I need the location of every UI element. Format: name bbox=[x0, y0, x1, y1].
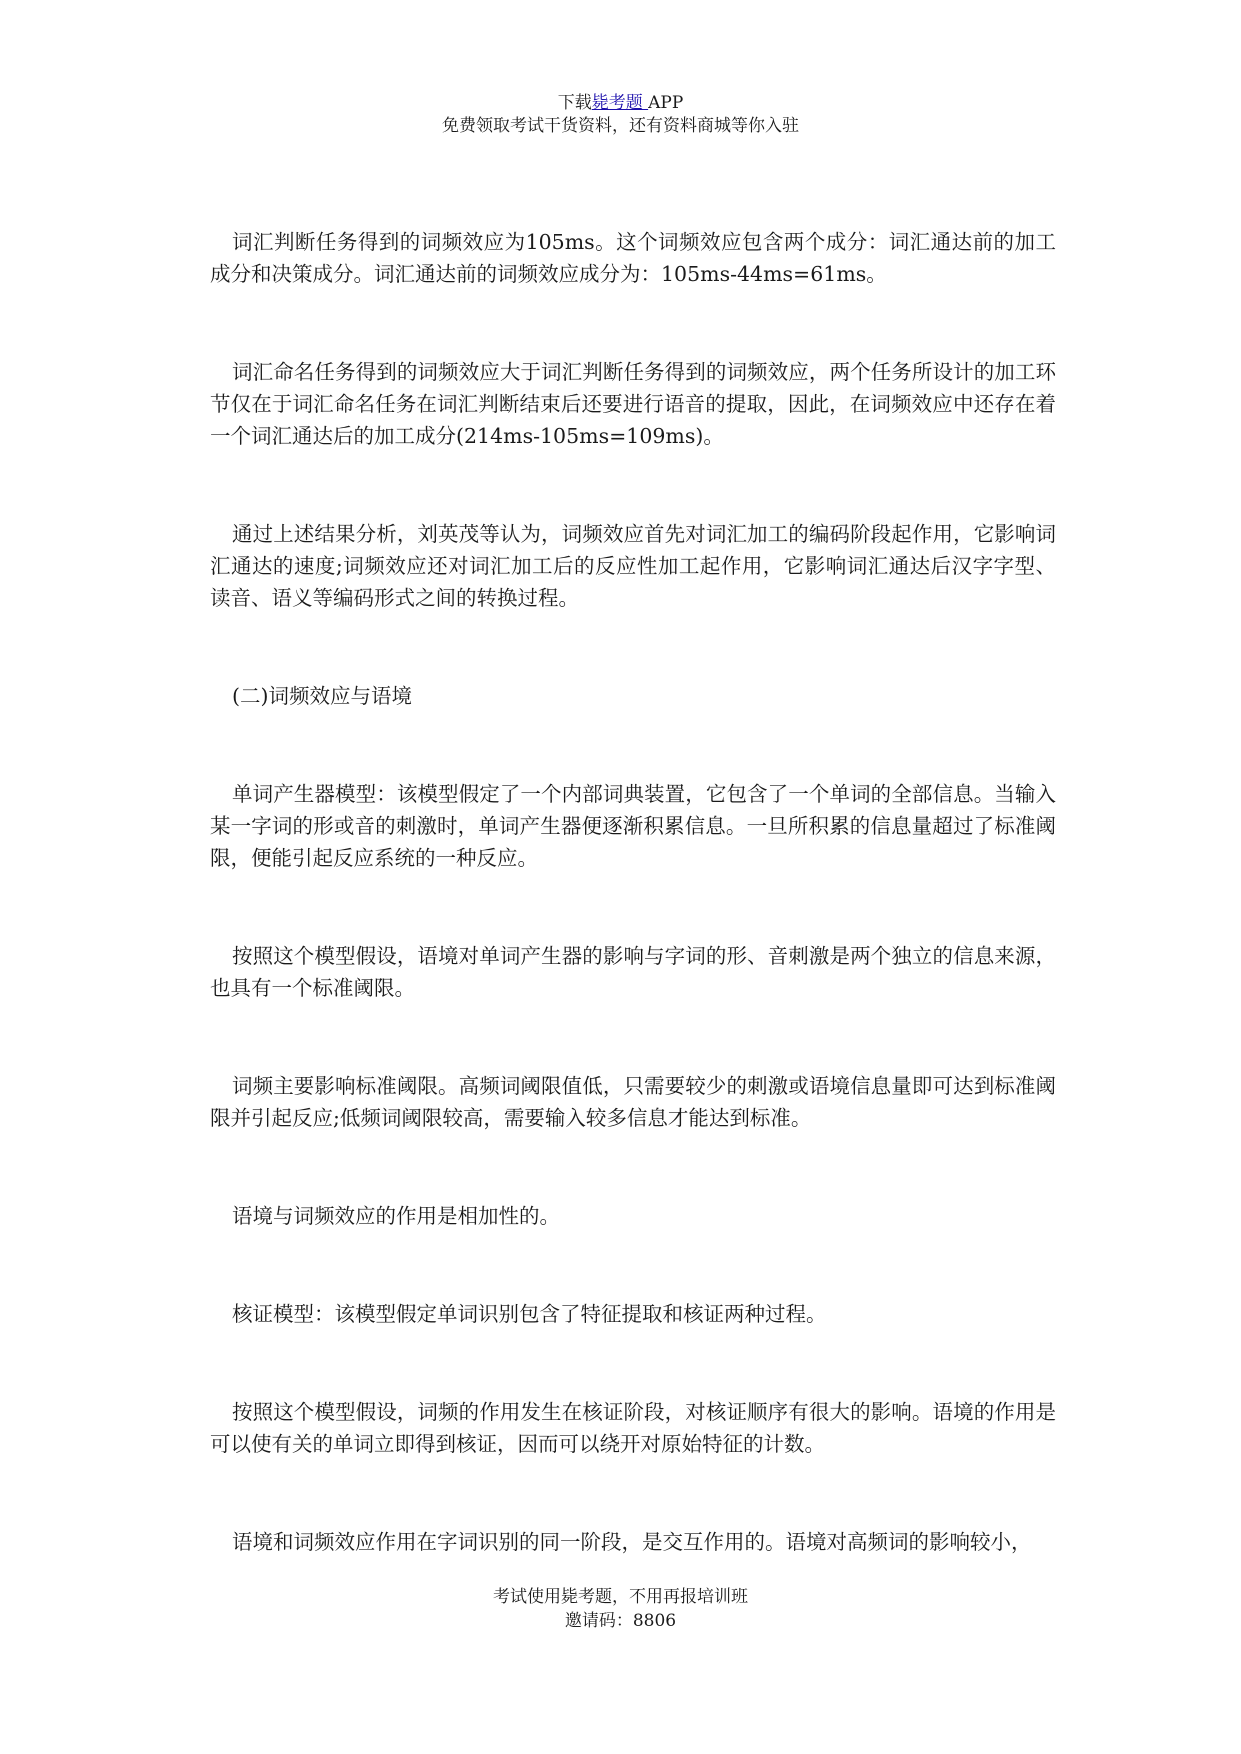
section-heading-context: (二)词频效应与语境 bbox=[232, 684, 412, 708]
paragraph-word-frequency-effect-decision: 词汇判断任务得到的词频效应为105ms。这个词频效应包含两个成分：词汇通达前的加工成分和决策成分。词汇通达前的词频效应成分为：105ms-44ms=61ms。 bbox=[210, 230, 1056, 286]
paragraph-naming-task: 词汇命名任务得到的词频效应大于词汇判断任务得到的词频效应，两个任务所设计的加工环节仅在于词汇命名任务在词汇判断结束后还要进行语音的提取，因此，在词频效应中还存在着一个词汇通达后的加工成分(214ms-105ms=109ms)。 bbox=[210, 360, 1056, 448]
footer-slogan: 考试使用毙考题，不用再报培训班 bbox=[493, 1587, 748, 1607]
paragraph-context-independent-source: 按照这个模型假设，语境对单词产生器的影响与字词的形、音刺激是两个独立的信息来源，也具有一个标准阈限。 bbox=[210, 944, 1056, 1000]
paragraph-analysis-conclusion: 通过上述结果分析，刘英茂等认为，词频效应首先对词汇加工的编码阶段起作用，它影响词汇通达的速度;词频效应还对词汇加工后的反应性加工起作用，它影响词汇通达后汉字字型、读音、语义等编码形式之间的转换过程。 bbox=[210, 522, 1056, 610]
paragraph-verification-stage: 按照这个模型假设，词频的作用发生在核证阶段，对核证顺序有很大的影响。语境的作用是可以使有关的单词立即得到核证，因而可以绕开对原始特征的计数。 bbox=[210, 1400, 1056, 1456]
paragraph-threshold: 词频主要影响标准阈限。高频词阈限值低，只需要较少的刺激或语境信息量即可达到标准阈限并引起反应;低频词阈限较高，需要输入较多信息才能达到标准。 bbox=[210, 1074, 1056, 1130]
paragraph-interaction: 语境和词频效应作用在字词识别的同一阶段，是交互作用的。语境对高频词的影响较小， bbox=[232, 1530, 1032, 1554]
document-body bbox=[210, 226, 1056, 1624]
paragraph-verification-model: 核证模型：该模型假定单词识别包含了特征提取和核证两种过程。 bbox=[232, 1302, 827, 1326]
header-promo-line: 免费领取考试干货资料，还有资料商城等你入驻 bbox=[442, 116, 799, 136]
header-download-text: 下载 bbox=[557, 93, 592, 113]
page-header bbox=[0, 92, 1241, 138]
header-app-line bbox=[0, 92, 1241, 115]
header-app-link[interactable]: 毙考题 bbox=[591, 93, 649, 113]
paragraph-additive-effect: 语境与词频效应的作用是相加性的。 bbox=[232, 1204, 560, 1228]
header-app-suffix: APP bbox=[648, 93, 684, 113]
footer-invite-code: 邀请码：8806 bbox=[564, 1611, 677, 1631]
paragraph-logogen-model: 单词产生器模型：该模型假定了一个内部词典装置，它包含了一个单词的全部信息。当输入某一字词的形或音的刺激时，单词产生器便逐渐积累信息。一旦所积累的信息量超过了标准阈限，便能引起反应系统的一种反应。 bbox=[210, 782, 1056, 870]
page-footer bbox=[0, 1585, 1241, 1633]
